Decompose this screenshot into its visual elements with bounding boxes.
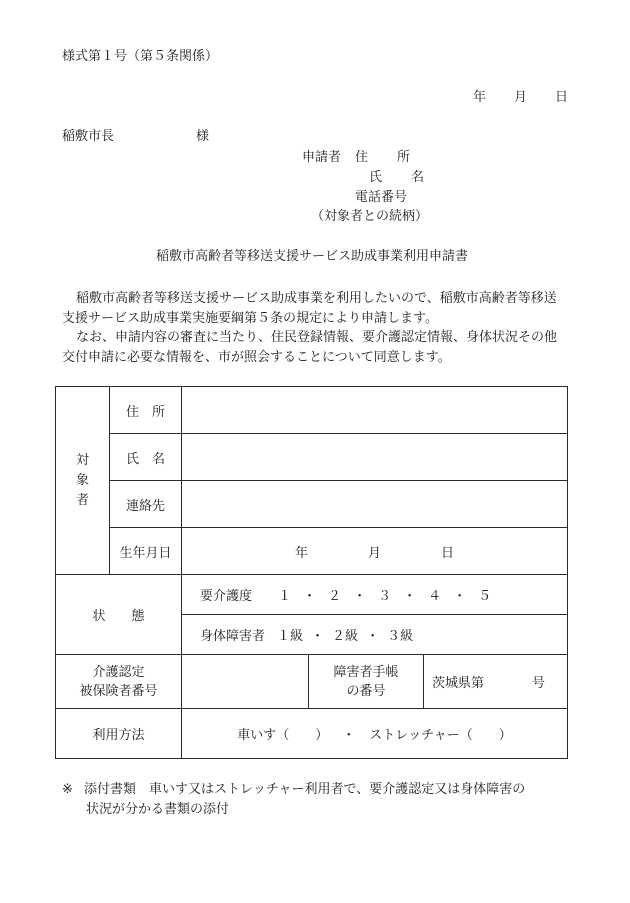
addressee: 稲敷市長 [62,129,115,144]
note-line1: 添付書類 車いす又はストレッチャー利用者で、要介護認定又は身体障害の [84,782,526,797]
form-number: 様式第１号（第５条関係） [62,49,219,64]
subject-contact-field[interactable] [182,481,568,528]
subject-contact-label: 連絡先 [110,481,182,528]
handbook-number-label: 障害者手帳 の番号 [309,655,424,709]
subject-name-field[interactable] [182,434,568,481]
applicant-relation-label: （対象者との続柄） [311,209,429,224]
subject-name-label: 氏 名 [110,434,182,481]
applicant-address-label: 住 所 [355,150,412,165]
status-label: 状 態 [56,575,182,655]
application-table [55,386,568,759]
handbook-number-field[interactable]: 茨城県第 号 [424,655,568,709]
note-mark: ※ [62,782,73,797]
date-day-label: 日 [555,90,569,105]
stretcher-option[interactable]: ストレッチャー（ ） [369,728,512,743]
usage-method-field[interactable]: 車いす（ ） ・ ストレッチャー（ ） [182,709,568,759]
subject-address-field[interactable] [182,387,568,434]
honorific: 様 [196,129,210,144]
care-level-row[interactable]: 要介護度 １ ・ ２ ・ ３ ・ ４ ・ ５ [182,575,568,615]
wheelchair-option[interactable]: 車いす（ ） [237,728,329,743]
applicant-phone-label: 電話番号 [355,190,408,205]
applicant-name-label: 氏 名 [369,170,426,185]
usage-method-label: 利用方法 [56,709,182,759]
note-line2: 状況が分かる書類の添付 [86,802,230,817]
subject-address-label: 住 所 [110,387,182,434]
subject-birthdate-field[interactable]: 年 月 日 [182,528,568,575]
date-year-label: 年 [473,90,487,105]
insured-number-field[interactable] [182,655,309,709]
body-p2-line2: 交付申請に必要な情報を、市が照会することについて同意します。 [62,350,451,365]
date-month-label: 月 [514,90,528,105]
insured-number-label: 介護認定 被保険者番号 [56,655,182,709]
subject-label: 対 象 者 [56,387,110,575]
body-p1-line2: 支援サービス助成事業実施要綱第５条の規定により申請します。 [62,311,438,326]
applicant-label: 申請者 [302,150,342,165]
body-p1-line1: 稲敷市高齢者等移送支援サービス助成事業を利用したいので、稲敷市高齢者等移送 [76,291,557,306]
document-title: 稲敷市高齢者等移送支援サービス助成事業利用申請書 [156,249,469,264]
body-p2-line1: なお、申請内容の審査に当たり、住民登録情報、要介護認定情報、身体状況その他 [76,330,558,345]
disability-row[interactable]: 身体障害者 １級 ・ ２級 ・ ３級 [182,615,568,655]
subject-birthdate-label: 生年月日 [110,528,182,575]
